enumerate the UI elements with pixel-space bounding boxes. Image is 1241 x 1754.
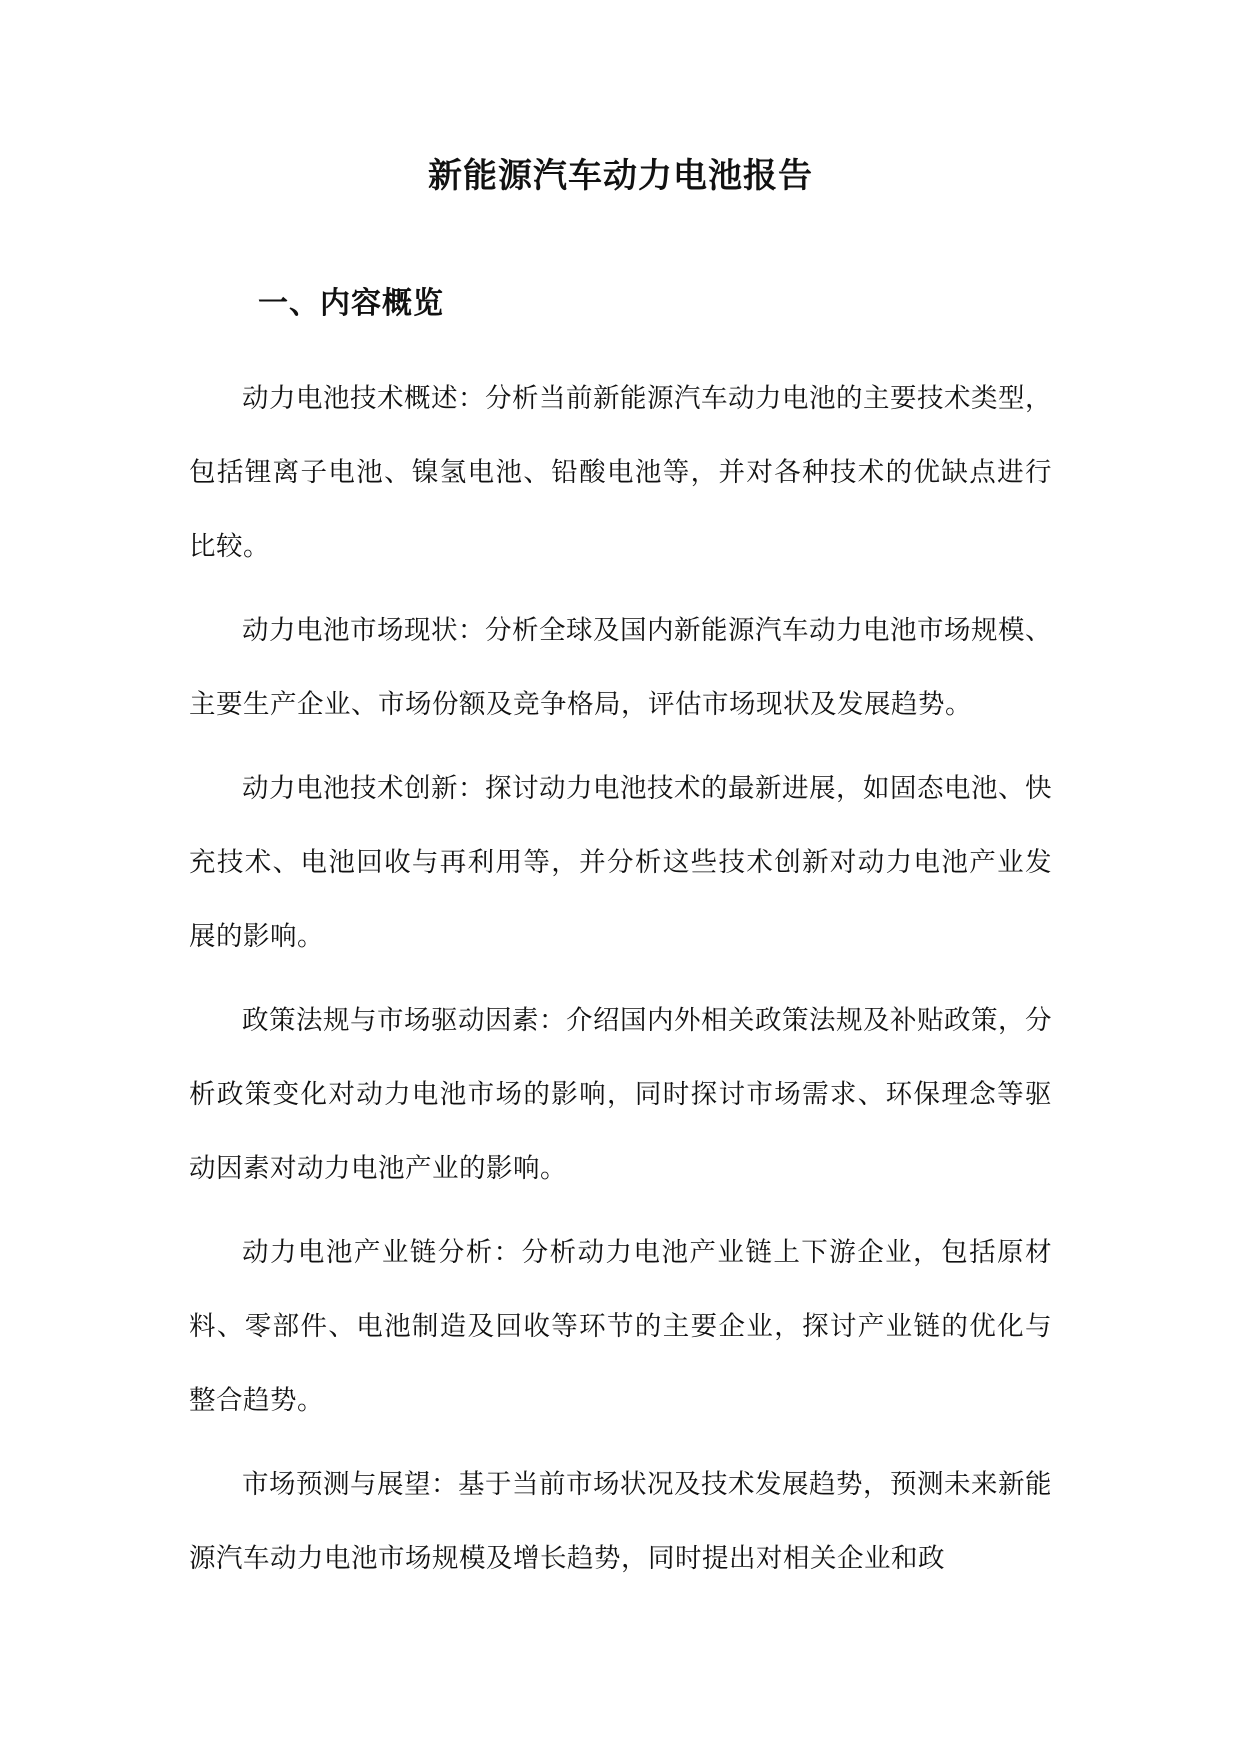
body-text [189, 362, 1052, 1606]
section-heading: 一、内容概览 [258, 286, 444, 321]
paragraph-industry-chain: 动力电池产业链分析：分析动力电池产业链上下游企业，包括原材料、零部件、电池制造及回收等环节的主要企业，探讨产业链的优化与整合趋势。 [189, 1237, 1052, 1416]
paragraph-market-forecast: 市场预测与展望：基于当前市场状况及技术发展趋势，预测未来新能源汽车动力电池市场规模及增长趋势，同时提出对相关企业和政 [189, 1469, 1052, 1574]
paragraph-market-status: 动力电池市场现状：分析全球及国内新能源汽车动力电池市场规模、主要生产企业、市场份额及竞争格局，评估市场现状及发展趋势。 [189, 615, 1052, 720]
paragraph-policy-drivers: 政策法规与市场驱动因素：介绍国内外相关政策法规及补贴政策，分析政策变化对动力电池市场的影响，同时探讨市场需求、环保理念等驱动因素对动力电池产业的影响。 [189, 1005, 1052, 1184]
paragraph-tech-innovation: 动力电池技术创新：探讨动力电池技术的最新进展，如固态电池、快充技术、电池回收与再利用等，并分析这些技术创新对动力电池产业发展的影响。 [189, 773, 1052, 952]
document-title: 新能源汽车动力电池报告 [428, 156, 813, 196]
paragraph-battery-tech-overview: 动力电池技术概述：分析当前新能源汽车动力电池的主要技术类型，包括锂离子电池、镍氢电池、铅酸电池等，并对各种技术的优缺点进行比较。 [189, 383, 1052, 562]
